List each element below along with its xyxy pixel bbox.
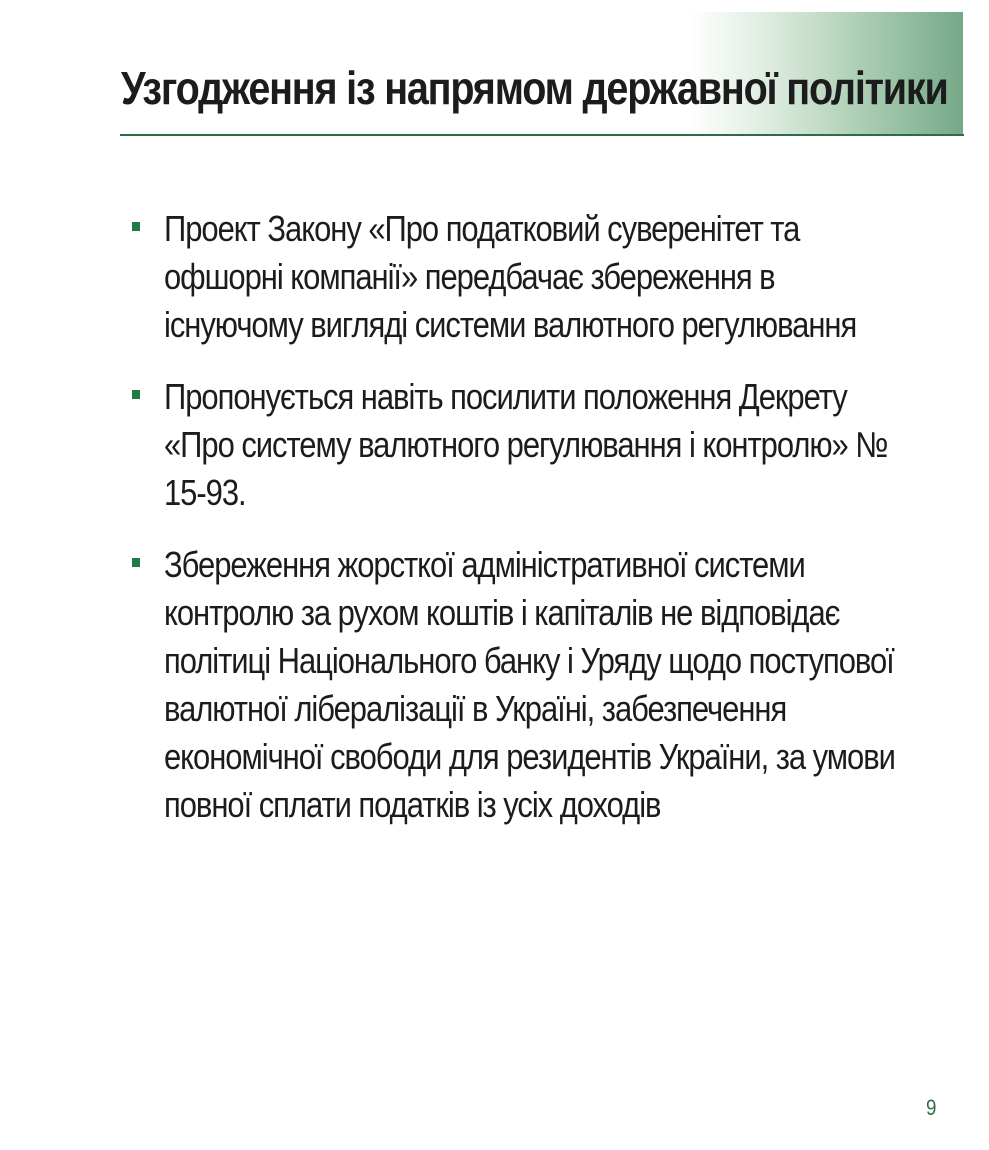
bullet-text: Збереження жорсткої адміністративної системи контролю за рухом коштів і капіталів не відповідає політиці Національного банку і Уряду щодо поступової валютної лібералізації в Україні, забезпечення економічної свободи для резидентів України, за умови повної сплати податків із усіх доходів	[164, 544, 895, 825]
square-bullet-icon	[132, 558, 140, 567]
title-divider	[120, 134, 964, 136]
square-bullet-icon	[132, 390, 140, 399]
bullet-list	[130, 205, 930, 853]
bullet-item	[130, 373, 930, 517]
bullet-text: Пропонується навіть посилити положення Декрету «Про систему валютного регулювання і контролю» № 15-93.	[164, 376, 888, 513]
square-bullet-icon	[132, 222, 140, 231]
page-number: 9	[926, 1095, 937, 1120]
slide-title: Узгодження із напрямом державної політики	[121, 62, 948, 114]
bullet-item	[130, 205, 930, 349]
bullet-item	[130, 541, 930, 829]
bullet-text: Проект Закону «Про податковий суверенітет та офшорні компанії» передбачає збереження в існуючому вигляді системи валютного регулювання	[164, 208, 857, 345]
